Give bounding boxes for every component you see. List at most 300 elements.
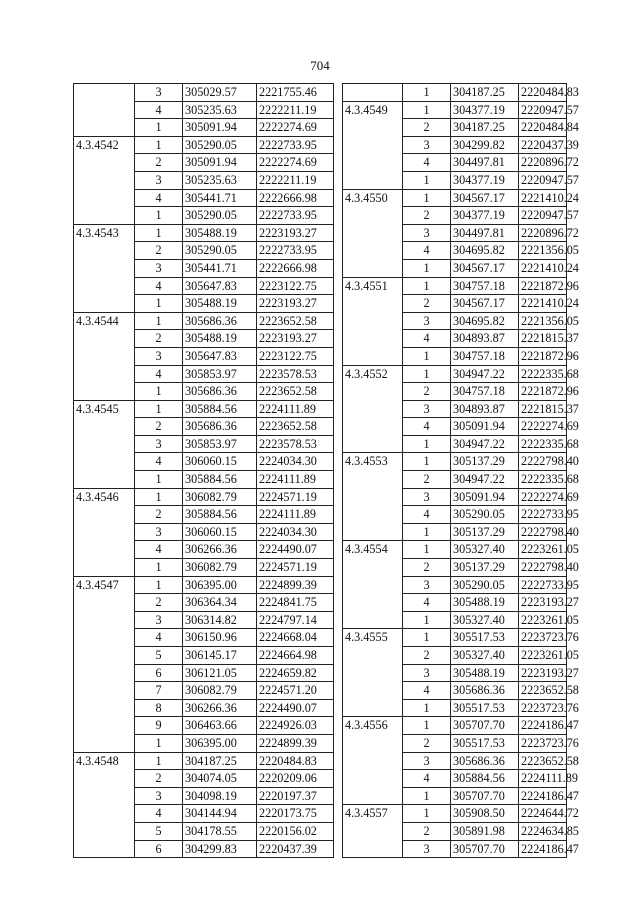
x-coordinate-cell: 304178.55 xyxy=(183,822,257,840)
x-coordinate-cell: 305235.63 xyxy=(183,101,257,119)
point-number-cell: 1 xyxy=(403,699,451,717)
y-coordinate-cell: 2224186.47 xyxy=(519,787,567,805)
x-coordinate-cell: 304757.18 xyxy=(451,277,519,295)
point-number-cell: 3 xyxy=(403,664,451,682)
x-coordinate-cell: 306364.34 xyxy=(183,594,257,612)
table-row xyxy=(343,84,567,102)
plot-id-cell: 4.3.4556 xyxy=(343,717,403,805)
y-coordinate-cell: 2224571.19 xyxy=(257,559,334,577)
x-coordinate-cell: 304497.81 xyxy=(451,224,519,242)
table-row xyxy=(343,189,567,207)
y-coordinate-cell: 2221410.24 xyxy=(519,189,567,207)
x-coordinate-cell: 305686.36 xyxy=(183,383,257,401)
table-row xyxy=(74,752,334,770)
y-coordinate-cell: 2220197.37 xyxy=(257,787,334,805)
point-number-cell: 4 xyxy=(135,365,183,383)
point-number-cell: 2 xyxy=(135,594,183,612)
y-coordinate-cell: 2224490.07 xyxy=(257,541,334,559)
point-number-cell: 2 xyxy=(403,559,451,577)
x-coordinate-cell: 305707.70 xyxy=(451,717,519,735)
y-coordinate-cell: 2221410.24 xyxy=(519,259,567,277)
x-coordinate-cell: 305091.94 xyxy=(451,418,519,436)
y-coordinate-cell: 2224634.85 xyxy=(519,822,567,840)
point-number-cell: 4 xyxy=(403,418,451,436)
point-number-cell: 2 xyxy=(135,330,183,348)
y-coordinate-cell: 2224797.14 xyxy=(257,611,334,629)
point-number-cell: 1 xyxy=(135,207,183,225)
y-coordinate-cell: 2222274.69 xyxy=(257,154,334,172)
x-coordinate-cell: 305091.94 xyxy=(183,119,257,137)
plot-id-cell: 4.3.4554 xyxy=(343,541,403,629)
x-coordinate-cell: 304299.83 xyxy=(183,840,257,858)
point-number-cell: 1 xyxy=(135,400,183,418)
y-coordinate-cell: 2224034.30 xyxy=(257,453,334,471)
y-coordinate-cell: 2224111.89 xyxy=(519,770,567,788)
plot-id-cell xyxy=(343,84,403,102)
y-coordinate-cell: 2222666.98 xyxy=(257,189,334,207)
point-number-cell: 1 xyxy=(403,259,451,277)
point-number-cell: 2 xyxy=(135,242,183,260)
x-coordinate-cell: 305290.05 xyxy=(451,506,519,524)
plot-id-cell: 4.3.4549 xyxy=(343,101,403,189)
point-number-cell: 2 xyxy=(403,647,451,665)
x-coordinate-cell: 304187.25 xyxy=(183,752,257,770)
y-coordinate-cell: 2220437.39 xyxy=(519,136,567,154)
x-coordinate-cell: 305517.53 xyxy=(451,629,519,647)
y-coordinate-cell: 2224668.04 xyxy=(257,629,334,647)
x-coordinate-cell: 306060.15 xyxy=(183,453,257,471)
point-number-cell: 4 xyxy=(135,101,183,119)
x-coordinate-cell: 304497.81 xyxy=(451,154,519,172)
y-coordinate-cell: 2224571.19 xyxy=(257,488,334,506)
x-coordinate-cell: 304567.17 xyxy=(451,189,519,207)
table-row xyxy=(74,400,334,418)
y-coordinate-cell: 2223261.05 xyxy=(519,611,567,629)
table-row xyxy=(343,805,567,823)
x-coordinate-cell: 304567.17 xyxy=(451,295,519,313)
point-number-cell: 3 xyxy=(403,312,451,330)
x-coordinate-cell: 304757.18 xyxy=(451,347,519,365)
plot-id-cell: 4.3.4543 xyxy=(74,224,135,312)
x-coordinate-cell: 305488.19 xyxy=(451,594,519,612)
point-number-cell: 4 xyxy=(403,682,451,700)
point-number-cell: 8 xyxy=(135,699,183,717)
point-number-cell: 2 xyxy=(403,734,451,752)
x-coordinate-cell: 305707.70 xyxy=(451,840,519,858)
point-number-cell: 4 xyxy=(135,629,183,647)
coordinate-table-left xyxy=(73,83,334,858)
x-coordinate-cell: 304144.94 xyxy=(183,805,257,823)
table-row xyxy=(343,541,567,559)
y-coordinate-cell: 2222733.95 xyxy=(519,576,567,594)
x-coordinate-cell: 306121.05 xyxy=(183,664,257,682)
y-coordinate-cell: 2224899.39 xyxy=(257,734,334,752)
plot-id-cell: 4.3.4552 xyxy=(343,365,403,453)
y-coordinate-cell: 2220173.75 xyxy=(257,805,334,823)
point-number-cell: 3 xyxy=(403,840,451,858)
x-coordinate-cell: 305488.19 xyxy=(183,330,257,348)
x-coordinate-cell: 306266.36 xyxy=(183,541,257,559)
coordinate-table-left-body xyxy=(74,84,334,858)
point-number-cell: 1 xyxy=(135,471,183,489)
x-coordinate-cell: 305327.40 xyxy=(451,611,519,629)
point-number-cell: 7 xyxy=(135,682,183,700)
y-coordinate-cell: 2223261.05 xyxy=(519,541,567,559)
point-number-cell: 3 xyxy=(403,488,451,506)
point-number-cell: 3 xyxy=(135,435,183,453)
point-number-cell: 4 xyxy=(403,154,451,172)
table-row xyxy=(74,84,334,102)
y-coordinate-cell: 2224841.75 xyxy=(257,594,334,612)
point-number-cell: 4 xyxy=(403,330,451,348)
x-coordinate-cell: 304377.19 xyxy=(451,207,519,225)
y-coordinate-cell: 2221815.37 xyxy=(519,400,567,418)
y-coordinate-cell: 2224664.98 xyxy=(257,647,334,665)
y-coordinate-cell: 2223261.05 xyxy=(519,647,567,665)
point-number-cell: 1 xyxy=(135,295,183,313)
point-number-cell: 1 xyxy=(403,435,451,453)
x-coordinate-cell: 305707.70 xyxy=(451,787,519,805)
table-row xyxy=(74,488,334,506)
x-coordinate-cell: 306395.00 xyxy=(183,734,257,752)
x-coordinate-cell: 305884.56 xyxy=(183,400,257,418)
point-number-cell: 1 xyxy=(403,171,451,189)
point-number-cell: 1 xyxy=(403,541,451,559)
point-number-cell: 3 xyxy=(135,347,183,365)
y-coordinate-cell: 2224186.47 xyxy=(519,840,567,858)
y-coordinate-cell: 2224571.20 xyxy=(257,682,334,700)
y-coordinate-cell: 2223193.27 xyxy=(257,295,334,313)
y-coordinate-cell: 2222733.95 xyxy=(257,136,334,154)
y-coordinate-cell: 2223578.53 xyxy=(257,435,334,453)
point-number-cell: 2 xyxy=(403,822,451,840)
y-coordinate-cell: 2223652.58 xyxy=(519,682,567,700)
point-number-cell: 3 xyxy=(403,576,451,594)
y-coordinate-cell: 2223122.75 xyxy=(257,277,334,295)
point-number-cell: 2 xyxy=(135,770,183,788)
point-number-cell: 2 xyxy=(403,295,451,313)
point-number-cell: 3 xyxy=(135,611,183,629)
x-coordinate-cell: 305290.05 xyxy=(183,136,257,154)
x-coordinate-cell: 304757.18 xyxy=(451,383,519,401)
x-coordinate-cell: 305891.98 xyxy=(451,822,519,840)
y-coordinate-cell: 2222733.95 xyxy=(257,242,334,260)
plot-id-cell: 4.3.4555 xyxy=(343,629,403,717)
point-number-cell: 1 xyxy=(135,312,183,330)
y-coordinate-cell: 2222733.95 xyxy=(257,207,334,225)
x-coordinate-cell: 305686.36 xyxy=(451,682,519,700)
plot-id-cell: 4.3.4550 xyxy=(343,189,403,277)
y-coordinate-cell: 2224926.03 xyxy=(257,717,334,735)
x-coordinate-cell: 306082.79 xyxy=(183,682,257,700)
y-coordinate-cell: 2224186.47 xyxy=(519,717,567,735)
point-number-cell: 1 xyxy=(403,84,451,102)
point-number-cell: 1 xyxy=(403,189,451,207)
page-number: 704 xyxy=(310,58,330,73)
x-coordinate-cell: 305488.19 xyxy=(451,664,519,682)
table-row xyxy=(74,312,334,330)
y-coordinate-cell: 2220437.39 xyxy=(257,840,334,858)
y-coordinate-cell: 2221356.05 xyxy=(519,312,567,330)
point-number-cell: 1 xyxy=(403,277,451,295)
point-number-cell: 1 xyxy=(135,576,183,594)
y-coordinate-cell: 2224644.72 xyxy=(519,805,567,823)
point-number-cell: 2 xyxy=(403,207,451,225)
coordinate-table-right xyxy=(342,83,579,858)
x-coordinate-cell: 304947.22 xyxy=(451,471,519,489)
y-coordinate-cell: 2223652.58 xyxy=(519,752,567,770)
point-number-cell: 1 xyxy=(135,119,183,137)
table-row xyxy=(74,224,334,242)
point-number-cell: 4 xyxy=(135,277,183,295)
x-coordinate-cell: 304187.25 xyxy=(451,84,519,102)
point-number-cell: 4 xyxy=(135,189,183,207)
point-number-cell: 1 xyxy=(403,523,451,541)
point-number-cell: 2 xyxy=(403,119,451,137)
y-coordinate-cell: 2220896.72 xyxy=(519,154,567,172)
point-number-cell: 4 xyxy=(135,805,183,823)
table-row xyxy=(74,136,334,154)
point-number-cell: 2 xyxy=(403,471,451,489)
y-coordinate-cell: 2222798.40 xyxy=(519,559,567,577)
y-coordinate-cell: 2223652.58 xyxy=(257,312,334,330)
x-coordinate-cell: 305290.05 xyxy=(183,242,257,260)
x-coordinate-cell: 304947.22 xyxy=(451,365,519,383)
x-coordinate-cell: 305884.56 xyxy=(183,506,257,524)
y-coordinate-cell: 2221755.46 xyxy=(257,84,334,102)
point-number-cell: 1 xyxy=(135,559,183,577)
y-coordinate-cell: 2223723.76 xyxy=(519,734,567,752)
y-coordinate-cell: 2222211.19 xyxy=(257,101,334,119)
y-coordinate-cell: 2223122.75 xyxy=(257,347,334,365)
y-coordinate-cell: 2222335.68 xyxy=(519,365,567,383)
point-number-cell: 4 xyxy=(403,506,451,524)
point-number-cell: 4 xyxy=(403,594,451,612)
point-number-cell: 5 xyxy=(135,647,183,665)
point-number-cell: 4 xyxy=(135,541,183,559)
y-coordinate-cell: 2220484.83 xyxy=(519,84,567,102)
plot-id-cell: 4.3.4542 xyxy=(74,136,135,224)
y-coordinate-cell: 2224111.89 xyxy=(257,400,334,418)
coordinate-table-right-body xyxy=(343,84,579,858)
point-number-cell: 1 xyxy=(135,734,183,752)
y-coordinate-cell: 2221410.24 xyxy=(519,295,567,313)
y-coordinate-cell: 2220209.06 xyxy=(257,770,334,788)
x-coordinate-cell: 305441.71 xyxy=(183,189,257,207)
y-coordinate-cell: 2223652.58 xyxy=(257,418,334,436)
y-coordinate-cell: 2223193.27 xyxy=(257,330,334,348)
plot-id-cell: 4.3.4553 xyxy=(343,453,403,541)
y-coordinate-cell: 2222274.69 xyxy=(519,418,567,436)
x-coordinate-cell: 304893.87 xyxy=(451,330,519,348)
y-coordinate-cell: 2221872.96 xyxy=(519,347,567,365)
x-coordinate-cell: 305137.29 xyxy=(451,523,519,541)
x-coordinate-cell: 306060.15 xyxy=(183,523,257,541)
y-coordinate-cell: 2224490.07 xyxy=(257,699,334,717)
point-number-cell: 1 xyxy=(403,611,451,629)
y-coordinate-cell: 2222335.68 xyxy=(519,435,567,453)
y-coordinate-cell: 2222798.40 xyxy=(519,523,567,541)
y-coordinate-cell: 2223193.27 xyxy=(519,594,567,612)
plot-id-cell xyxy=(74,84,135,137)
table-row xyxy=(343,717,567,735)
point-number-cell: 1 xyxy=(403,453,451,471)
y-coordinate-cell: 2222798.40 xyxy=(519,453,567,471)
x-coordinate-cell: 304098.19 xyxy=(183,787,257,805)
plot-id-cell: 4.3.4551 xyxy=(343,277,403,365)
y-coordinate-cell: 2221356.05 xyxy=(519,242,567,260)
point-number-cell: 6 xyxy=(135,664,183,682)
plot-id-cell: 4.3.4546 xyxy=(74,488,135,576)
plot-id-cell: 4.3.4544 xyxy=(74,312,135,400)
x-coordinate-cell: 305441.71 xyxy=(183,259,257,277)
x-coordinate-cell: 305517.53 xyxy=(451,699,519,717)
x-coordinate-cell: 305137.29 xyxy=(451,453,519,471)
x-coordinate-cell: 305488.19 xyxy=(183,224,257,242)
x-coordinate-cell: 304695.82 xyxy=(451,312,519,330)
y-coordinate-cell: 2221815.37 xyxy=(519,330,567,348)
plot-id-cell: 4.3.4557 xyxy=(343,805,403,858)
point-number-cell: 3 xyxy=(135,523,183,541)
y-coordinate-cell: 2220947.57 xyxy=(519,171,567,189)
point-number-cell: 2 xyxy=(403,383,451,401)
x-coordinate-cell: 305908.50 xyxy=(451,805,519,823)
table-row xyxy=(74,576,334,594)
x-coordinate-cell: 305853.97 xyxy=(183,435,257,453)
x-coordinate-cell: 306463.66 xyxy=(183,717,257,735)
y-coordinate-cell: 2222274.69 xyxy=(519,488,567,506)
point-number-cell: 2 xyxy=(135,418,183,436)
x-coordinate-cell: 306082.79 xyxy=(183,488,257,506)
point-number-cell: 1 xyxy=(403,787,451,805)
point-number-cell: 1 xyxy=(135,383,183,401)
x-coordinate-cell: 305647.83 xyxy=(183,277,257,295)
y-coordinate-cell: 2224659.82 xyxy=(257,664,334,682)
y-coordinate-cell: 2220947.57 xyxy=(519,207,567,225)
x-coordinate-cell: 305235.63 xyxy=(183,171,257,189)
point-number-cell: 1 xyxy=(403,717,451,735)
point-number-cell: 9 xyxy=(135,717,183,735)
point-number-cell: 2 xyxy=(135,506,183,524)
x-coordinate-cell: 304695.82 xyxy=(451,242,519,260)
x-coordinate-cell: 305517.53 xyxy=(451,734,519,752)
point-number-cell: 3 xyxy=(135,84,183,102)
y-coordinate-cell: 2222274.69 xyxy=(257,119,334,137)
y-coordinate-cell: 2222733.95 xyxy=(519,506,567,524)
x-coordinate-cell: 304299.82 xyxy=(451,136,519,154)
point-number-cell: 3 xyxy=(403,136,451,154)
point-number-cell: 1 xyxy=(403,629,451,647)
point-number-cell: 1 xyxy=(403,101,451,119)
x-coordinate-cell: 305290.05 xyxy=(183,207,257,225)
table-row xyxy=(343,629,567,647)
y-coordinate-cell: 2220484.83 xyxy=(257,752,334,770)
point-number-cell: 1 xyxy=(135,224,183,242)
point-number-cell: 5 xyxy=(135,822,183,840)
y-coordinate-cell: 2223723.76 xyxy=(519,699,567,717)
table-row xyxy=(343,277,567,295)
x-coordinate-cell: 305853.97 xyxy=(183,365,257,383)
table-row xyxy=(343,365,567,383)
point-number-cell: 3 xyxy=(135,787,183,805)
point-number-cell: 1 xyxy=(135,752,183,770)
y-coordinate-cell: 2222666.98 xyxy=(257,259,334,277)
y-coordinate-cell: 2224111.89 xyxy=(257,471,334,489)
x-coordinate-cell: 306314.82 xyxy=(183,611,257,629)
point-number-cell: 1 xyxy=(403,365,451,383)
table-row xyxy=(343,101,567,119)
table-row xyxy=(343,453,567,471)
y-coordinate-cell: 2223193.27 xyxy=(519,664,567,682)
plot-id-cell: 4.3.4548 xyxy=(74,752,135,858)
y-coordinate-cell: 2223652.58 xyxy=(257,383,334,401)
x-coordinate-cell: 306395.00 xyxy=(183,576,257,594)
x-coordinate-cell: 304377.19 xyxy=(451,101,519,119)
point-number-cell: 1 xyxy=(135,488,183,506)
x-coordinate-cell: 306145.17 xyxy=(183,647,257,665)
point-number-cell: 3 xyxy=(403,224,451,242)
x-coordinate-cell: 304187.25 xyxy=(451,119,519,137)
point-number-cell: 4 xyxy=(403,242,451,260)
x-coordinate-cell: 304074.05 xyxy=(183,770,257,788)
y-coordinate-cell: 2220947.57 xyxy=(519,101,567,119)
x-coordinate-cell: 305029.57 xyxy=(183,84,257,102)
point-number-cell: 2 xyxy=(135,154,183,172)
x-coordinate-cell: 305488.19 xyxy=(183,295,257,313)
point-number-cell: 3 xyxy=(403,752,451,770)
plot-id-cell: 4.3.4545 xyxy=(74,400,135,488)
y-coordinate-cell: 2221872.96 xyxy=(519,277,567,295)
y-coordinate-cell: 2221872.96 xyxy=(519,383,567,401)
x-coordinate-cell: 305884.56 xyxy=(451,770,519,788)
x-coordinate-cell: 305091.94 xyxy=(183,154,257,172)
x-coordinate-cell: 306266.36 xyxy=(183,699,257,717)
y-coordinate-cell: 2220896.72 xyxy=(519,224,567,242)
y-coordinate-cell: 2220156.02 xyxy=(257,822,334,840)
y-coordinate-cell: 2220484.84 xyxy=(519,119,567,137)
x-coordinate-cell: 305327.40 xyxy=(451,647,519,665)
x-coordinate-cell: 305686.36 xyxy=(183,312,257,330)
y-coordinate-cell: 2224111.89 xyxy=(257,506,334,524)
point-number-cell: 4 xyxy=(135,453,183,471)
point-number-cell: 3 xyxy=(135,259,183,277)
x-coordinate-cell: 304947.22 xyxy=(451,435,519,453)
point-number-cell: 1 xyxy=(135,136,183,154)
x-coordinate-cell: 306082.79 xyxy=(183,559,257,577)
y-coordinate-cell: 2222211.19 xyxy=(257,171,334,189)
x-coordinate-cell: 304377.19 xyxy=(451,171,519,189)
point-number-cell: 4 xyxy=(403,770,451,788)
y-coordinate-cell: 2224899.39 xyxy=(257,576,334,594)
x-coordinate-cell: 305686.36 xyxy=(183,418,257,436)
y-coordinate-cell: 2223578.53 xyxy=(257,365,334,383)
x-coordinate-cell: 305686.36 xyxy=(451,752,519,770)
x-coordinate-cell: 305290.05 xyxy=(451,576,519,594)
plot-id-cell: 4.3.4547 xyxy=(74,576,135,752)
y-coordinate-cell: 2224034.30 xyxy=(257,523,334,541)
point-number-cell: 6 xyxy=(135,840,183,858)
point-number-cell: 1 xyxy=(403,805,451,823)
x-coordinate-cell: 304567.17 xyxy=(451,259,519,277)
point-number-cell: 3 xyxy=(403,400,451,418)
x-coordinate-cell: 305327.40 xyxy=(451,541,519,559)
x-coordinate-cell: 304893.87 xyxy=(451,400,519,418)
point-number-cell: 3 xyxy=(135,171,183,189)
y-coordinate-cell: 2223193.27 xyxy=(257,224,334,242)
x-coordinate-cell: 305884.56 xyxy=(183,471,257,489)
x-coordinate-cell: 305137.29 xyxy=(451,559,519,577)
y-coordinate-cell: 2222335.68 xyxy=(519,471,567,489)
